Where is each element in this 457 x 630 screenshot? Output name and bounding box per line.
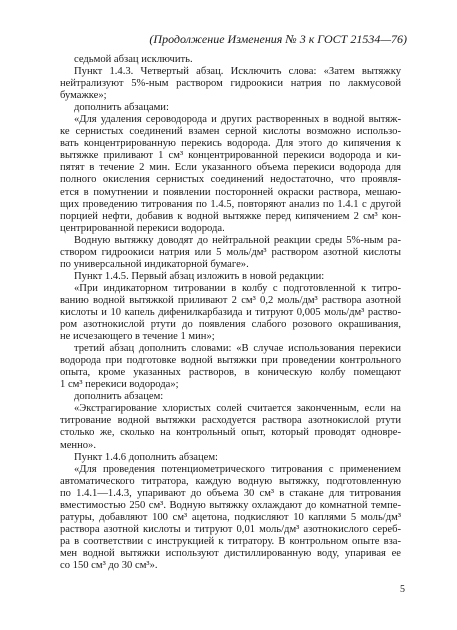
text-line: Пункт 1.4.5. Первый абзац изложить в новой редакции:	[74, 270, 325, 282]
text-line: Водную вытяжку доводят до нейтральной реакции среды 5%-ным ра-	[74, 234, 401, 246]
text-line: «При индикаторном титровании в колбу с подготовленной к титро-	[74, 282, 401, 294]
text-line: Пункт 1.4.3. Четвертый абзац. Исключить слова: «Затем вытяжку	[74, 66, 401, 78]
text-line: «Для проведения потенциометрического титрования с применением	[74, 463, 401, 475]
text-line: щих проведению титрования по 1.4.5, повторяют анализ по 1.4.1 с другой	[60, 198, 401, 210]
text-line: ванию водной вытяжкой приливают 2 см³ 0,2 моль/дм³ раствора азотной	[60, 294, 401, 306]
page-header: (Продолжение Изменения № 3 к ГОСТ 21534—76)	[149, 32, 407, 46]
text-line: по универсальной индикаторной бумаге».	[60, 258, 249, 270]
text-line: вместимостью 250 см³. Водную вытяжку охлаждают до комнатной темпе-	[60, 499, 401, 511]
text-line: «Экстрагирование хлористых солей считается законченным, если на	[74, 403, 401, 415]
text-line: мен водной вытяжки используют дистиллированную воду, упаривая ее	[60, 547, 401, 559]
text-line: 1 см³ перекиси водорода»;	[60, 379, 179, 391]
text-line: не исчезающего в течение 1 мин»;	[60, 331, 215, 343]
text-line: полного окисления сернистых соединений недостаточно, что проявля-	[60, 174, 401, 186]
text-line: со 150 см³ до 30 см³».	[60, 559, 158, 571]
text-line: третий абзац дополнить словами: «В случае использования перекиси	[74, 343, 401, 355]
text-line: Пункт 1.4.6 дополнить абзацем:	[74, 451, 218, 463]
text-line: «Для удаления сероводорода и других растворенных в водной вытяж-	[74, 114, 401, 126]
text-line: столько же, сколько на контрольный опыт, который проводят одновре-	[60, 427, 401, 439]
text-line: центрированной перекиси водорода.	[60, 222, 225, 234]
text-line: менно».	[60, 439, 96, 451]
text-line: дополнить абзацем:	[74, 391, 164, 403]
text-line: ратуры, добавляют 100 см³ ацетона, подкисляют 10 каплями 5 моль/дм³	[60, 511, 401, 523]
text-line: створом гидроокиси натрия или 5 моль/дм³ раствором азотной кислоты	[60, 246, 401, 258]
text-line: порцией нефти, добавив к водной вытяжке перед кипячением 2 см³ кон-	[60, 210, 401, 222]
text-line: раствора азотной кислоты и титруют 0,01 моль/дм³ азотнокислого сереб-	[60, 523, 401, 535]
text-line: по 1.4.1—1.4.3, упаривают до объема 30 см³ в стакане для титрования	[60, 487, 401, 499]
text-line: ром азотнокислой ртути до появления слабого розового окрашивания,	[60, 319, 401, 331]
document-body	[60, 54, 401, 572]
text-line: дополнить абзацами:	[74, 102, 169, 114]
text-line: ра в соответствии с инструкцией к титратору. В контрольном опыте вза-	[60, 535, 401, 547]
text-line: опыта, кроме указанных растворов, в коническую колбу помещают	[60, 367, 401, 379]
text-line: седьмой абзац исключить.	[74, 54, 193, 65]
text-line: ке сернистых соединений взамен серной кислоты возможно использо-	[60, 126, 401, 138]
text-line: бумажке»;	[60, 90, 107, 102]
text-line: вытяжке приливают 1 см³ концентрированной перекиси водорода и ки-	[60, 150, 401, 162]
text-line: титрование водной вытяжки расходуется раствора азотнокислой ртути	[60, 415, 401, 427]
text-line: автоматического титратора, каждую водную вытяжку, подготовленную	[60, 475, 401, 487]
text-line: водорода при подготовке водной вытяжки при проведении контрольного	[60, 355, 401, 367]
text-line: ется в помутнении и появлении посторонней окраски раствора, мешаю-	[60, 186, 401, 198]
text-line: вать концентрированную перекись водорода. Для этого до кипячения к	[60, 138, 401, 150]
page-number: 5	[400, 584, 405, 595]
text-line: пятят в течение 2 мин. Если указанного объема перекиси водорода для	[60, 162, 401, 174]
text-line: нейтрализуют 5%-ным раствором гидроокиси натрия по лакмусовой	[60, 78, 401, 90]
text-line: кислоты и 10 капель дифенилкарбазида и титруют 0,005 моль/дм³ раство-	[60, 306, 401, 318]
